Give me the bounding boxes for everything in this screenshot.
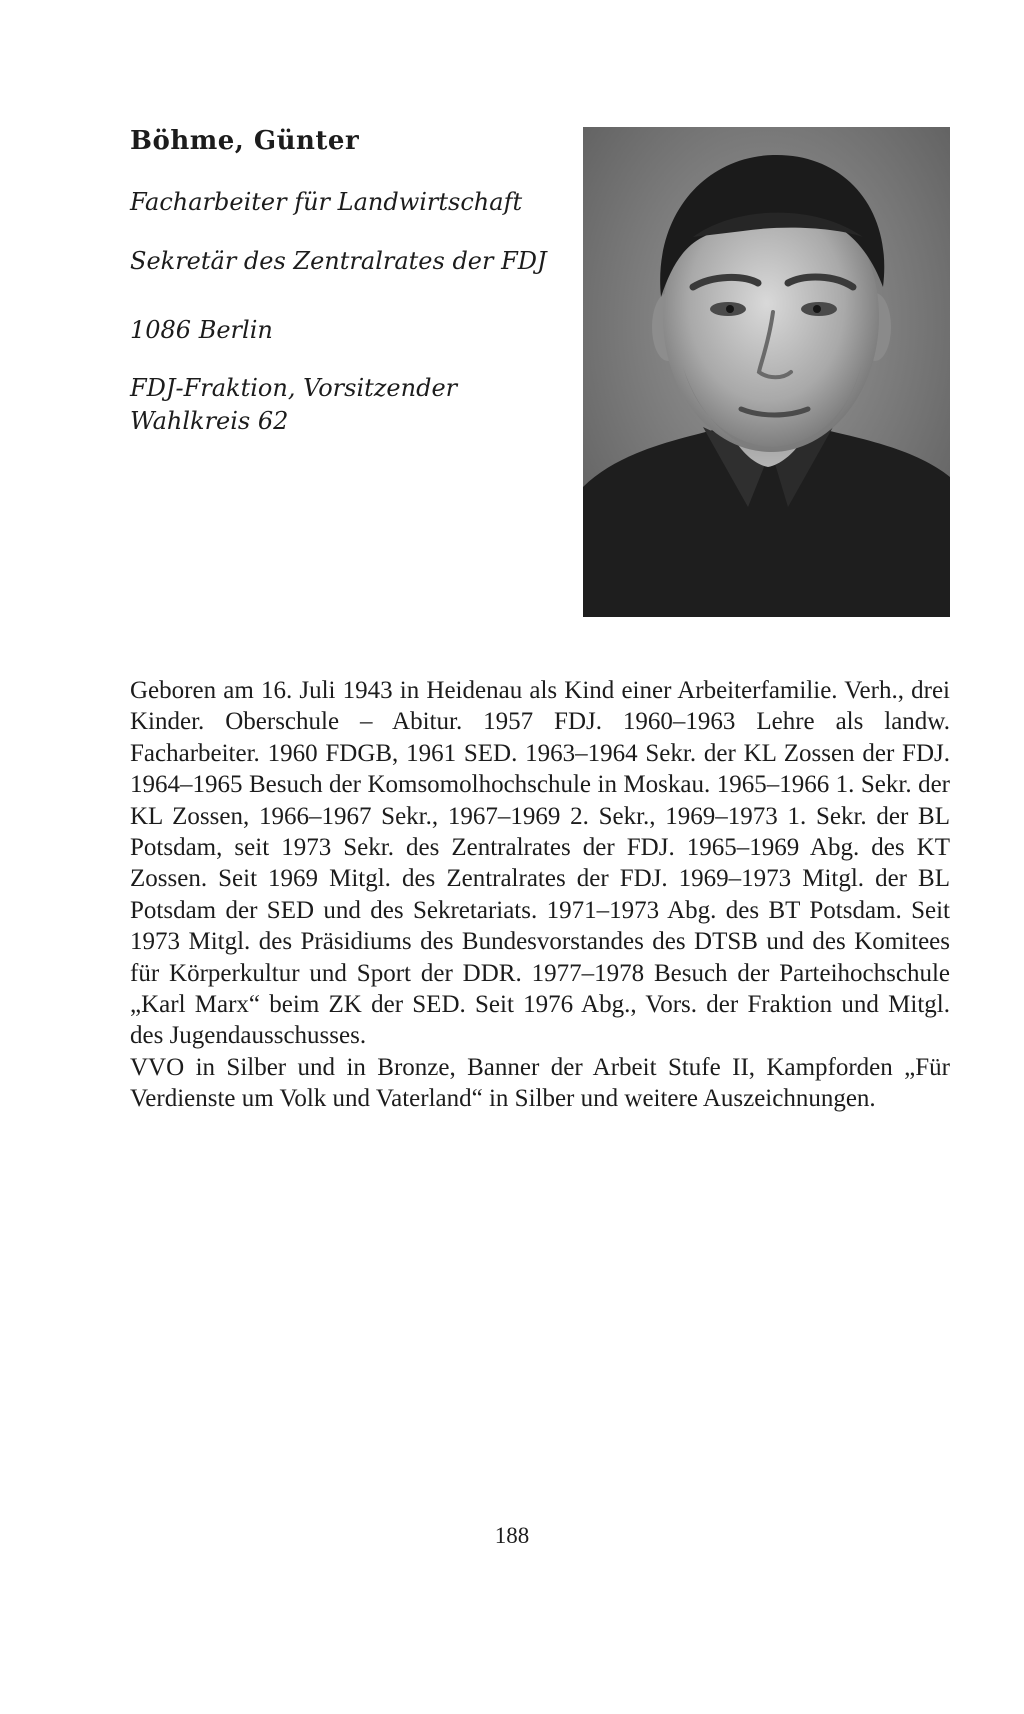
location: 1086 Berlin	[130, 316, 273, 344]
biography-paragraph-1: Geboren am 16. Juli 1943 in Heidenau als Kind einer Arbeiterfamilie. Verh., drei Kinder. Oberschule – Abitur. 1957 FDJ. 1960–1963 Lehre als landw. Facharbeiter. 1960 FDGB, 1961 SED. 1963–1964 Sekr. der KL Zossen der FDJ. 1964–1965 Besuch der Komsomolhochschule in Moskau. 1965–1966 1. Sekr. der KL Zossen, 1966–1967 Sekr., 1967–1969 2. Sekr., 1969–1973 1. Sekr. der BL Potsdam, seit 1973 Sekr. des Zentralrates der FDJ. 1965–1969 Abg. des KT Zossen. Seit 1969 Mitgl. des Zentralrates der FDJ. 1969–1973 Mitgl. der BL Potsdam der SED und des Sekretariats. 1971–1973 Abg. des BT Potsdam. Seit 1973 Mitgl. des Präsidiums des Bundesvorstandes des DTSB und des Komitees für Körperkultur und Sport der DDR. 1977–1978 Besuch der Parteihochschule „Karl Marx“ beim ZK der SED. Seit 1976 Abg., Vors. der Fraktion und Mitgl. des Jugendausschusses.	[130, 677, 950, 1050]
portrait-photo	[583, 127, 950, 617]
biography-paragraph-2: VVO in Silber und in Bronze, Banner der Arbeit Stufe II, Kampforden „Für Verdienste um Volk und Vaterland“ in Silber und weitere Auszeichnungen.	[130, 1053, 950, 1113]
occupation: Facharbeiter für Landwirtschaft	[130, 188, 523, 216]
person-name: Böhme, Günter	[130, 126, 360, 156]
constituency: Wahlkreis 62	[130, 407, 289, 435]
position: Sekretär des Zentralrates der FDJ	[130, 247, 547, 275]
biography	[130, 675, 950, 1115]
fraction: FDJ-Fraktion, Vorsitzender	[130, 374, 458, 402]
page-number: 188	[494, 1523, 530, 1548]
